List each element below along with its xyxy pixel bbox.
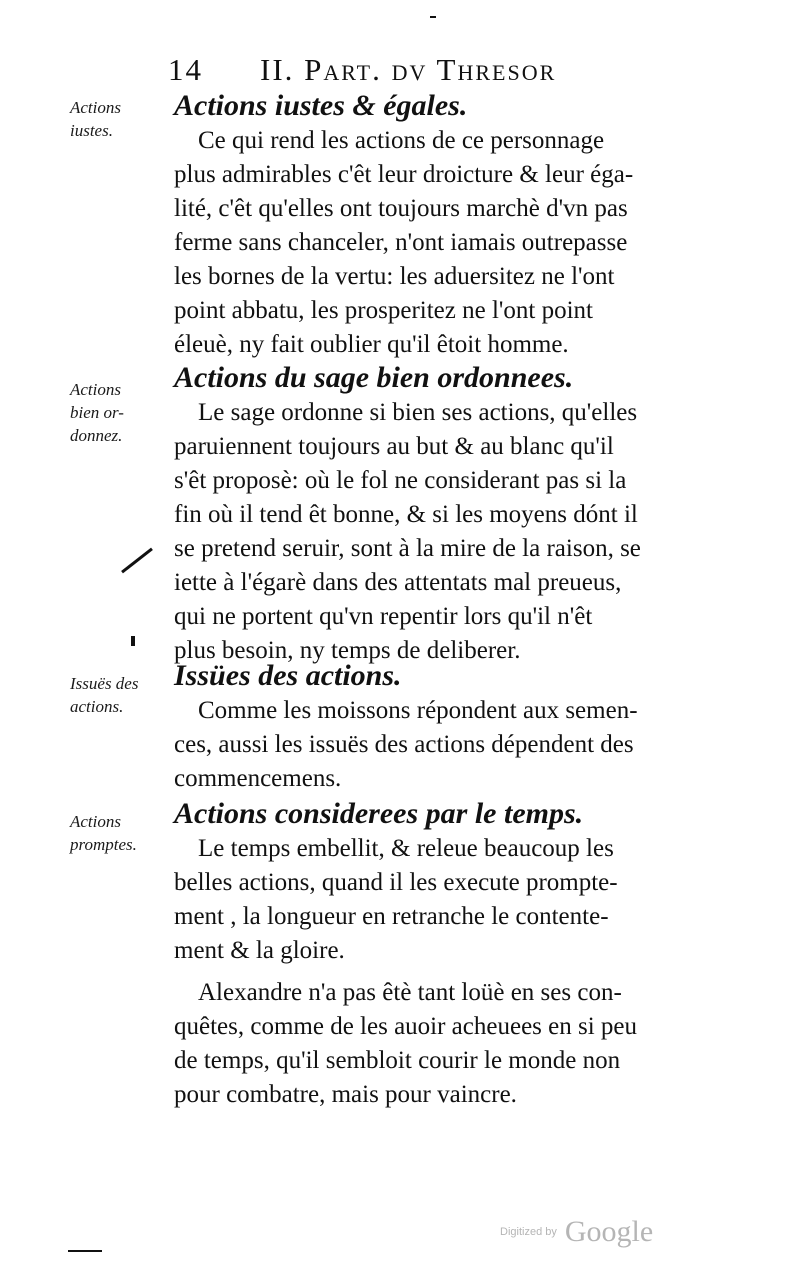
paragraph — [174, 976, 714, 1112]
paragraph — [174, 396, 714, 668]
text-line: fin où il tend êt bonne, & si les moyens dónt il — [174, 501, 638, 528]
digitized-by-google-watermark — [500, 1215, 653, 1249]
text-line: qui ne portent qu'vn repentir lors qu'il n'êt — [174, 603, 593, 630]
margin-note-line: Actions — [70, 98, 121, 117]
section-issues-des-actions — [174, 658, 714, 796]
text-line: belles actions, quand il les execute prompte- — [174, 869, 618, 896]
margin-note-line: iustes. — [70, 121, 113, 140]
text-line: quêtes, comme de les auoir acheuees en si peu — [174, 1013, 638, 1040]
section-heading: Issües des actions. — [174, 659, 402, 692]
text-line: Comme les moissons répondent aux semen- — [198, 697, 638, 724]
paragraph — [174, 832, 714, 968]
running-title: II. Part. dv Thresor — [260, 52, 557, 87]
margin-note-line: actions. — [70, 697, 124, 716]
margin-note-actions-bien-ordonnez — [70, 378, 160, 447]
text-line: ment , la longueur en retranche le contente- — [174, 903, 609, 930]
section-actions-du-sage — [174, 360, 714, 668]
section-actions-iustes — [174, 88, 714, 362]
text-line: Le temps embellit, & releue beaucoup les — [198, 835, 614, 862]
section-heading: Actions du sage bien ordonnees. — [174, 361, 574, 394]
margin-note-line: Actions — [70, 380, 121, 399]
margin-note-actions-promptes — [70, 810, 160, 856]
page-number: 14 — [168, 52, 203, 87]
margin-note-line: donnez. — [70, 426, 123, 445]
text-line: Alexandre n'a pas êtè tant loüè en ses con- — [198, 979, 622, 1006]
margin-note-line: promptes. — [70, 835, 137, 854]
text-line: éleuè, ny fait oublier qu'il êtoit homme. — [174, 331, 569, 358]
text-line: pour combatre, mais pour vaincre. — [174, 1081, 517, 1108]
ink-mark — [131, 636, 135, 646]
text-line: Ce qui rend les actions de ce personnage — [198, 127, 605, 154]
digitized-label: Digitized by — [500, 1226, 557, 1238]
margin-note-line: Issuës des — [70, 674, 139, 693]
text-line: paruiennent toujours au but & au blanc qu'il — [174, 433, 614, 460]
paragraph — [174, 694, 714, 796]
ink-speck — [430, 16, 436, 18]
running-header — [168, 52, 648, 92]
text-line: lité, c'êt qu'elles ont toujours marchè d'vn pas — [174, 195, 628, 222]
google-logo-text: Google — [564, 1215, 654, 1248]
margin-note-line: Actions — [70, 812, 121, 831]
margin-note-issues-des-actions — [70, 672, 160, 718]
text-line: Le sage ordonne si bien ses actions, qu'elles — [198, 399, 638, 426]
ink-stroke — [121, 548, 153, 574]
text-line: plus besoin, ny temps de deliberer. — [174, 637, 521, 664]
text-line: iette à l'égarè dans des attentats mal preueus, — [174, 569, 622, 596]
ink-underline — [68, 1250, 102, 1252]
section-actions-considerees — [174, 796, 714, 1112]
paragraph — [174, 124, 714, 362]
text-line: point abbatu, les prosperitez ne l'ont point — [174, 297, 593, 324]
section-heading: Actions iustes & égales. — [174, 89, 468, 122]
text-line: se pretend seruir, sont à la mire de la raison, se — [174, 535, 641, 562]
text-line: ces, aussi les issuës des actions dépendent des — [174, 731, 634, 758]
section-heading: Actions considerees par le temps. — [174, 797, 584, 830]
text-line: plus admirables c'êt leur droicture & leur éga- — [174, 161, 634, 188]
margin-note-line: bien or- — [70, 403, 124, 422]
text-line: commencemens. — [174, 765, 342, 792]
text-line: s'êt proposè: où le fol ne considerant pas si la — [174, 467, 627, 494]
margin-note-actions-iustes — [70, 96, 160, 142]
text-line: ferme sans chanceler, n'ont iamais outrepasse — [174, 229, 628, 256]
text-line: les bornes de la vertu: les aduersitez ne l'ont — [174, 263, 615, 290]
text-line: ment & la gloire. — [174, 937, 345, 964]
text-line: de temps, qu'il sembloit courir le monde non — [174, 1047, 621, 1074]
